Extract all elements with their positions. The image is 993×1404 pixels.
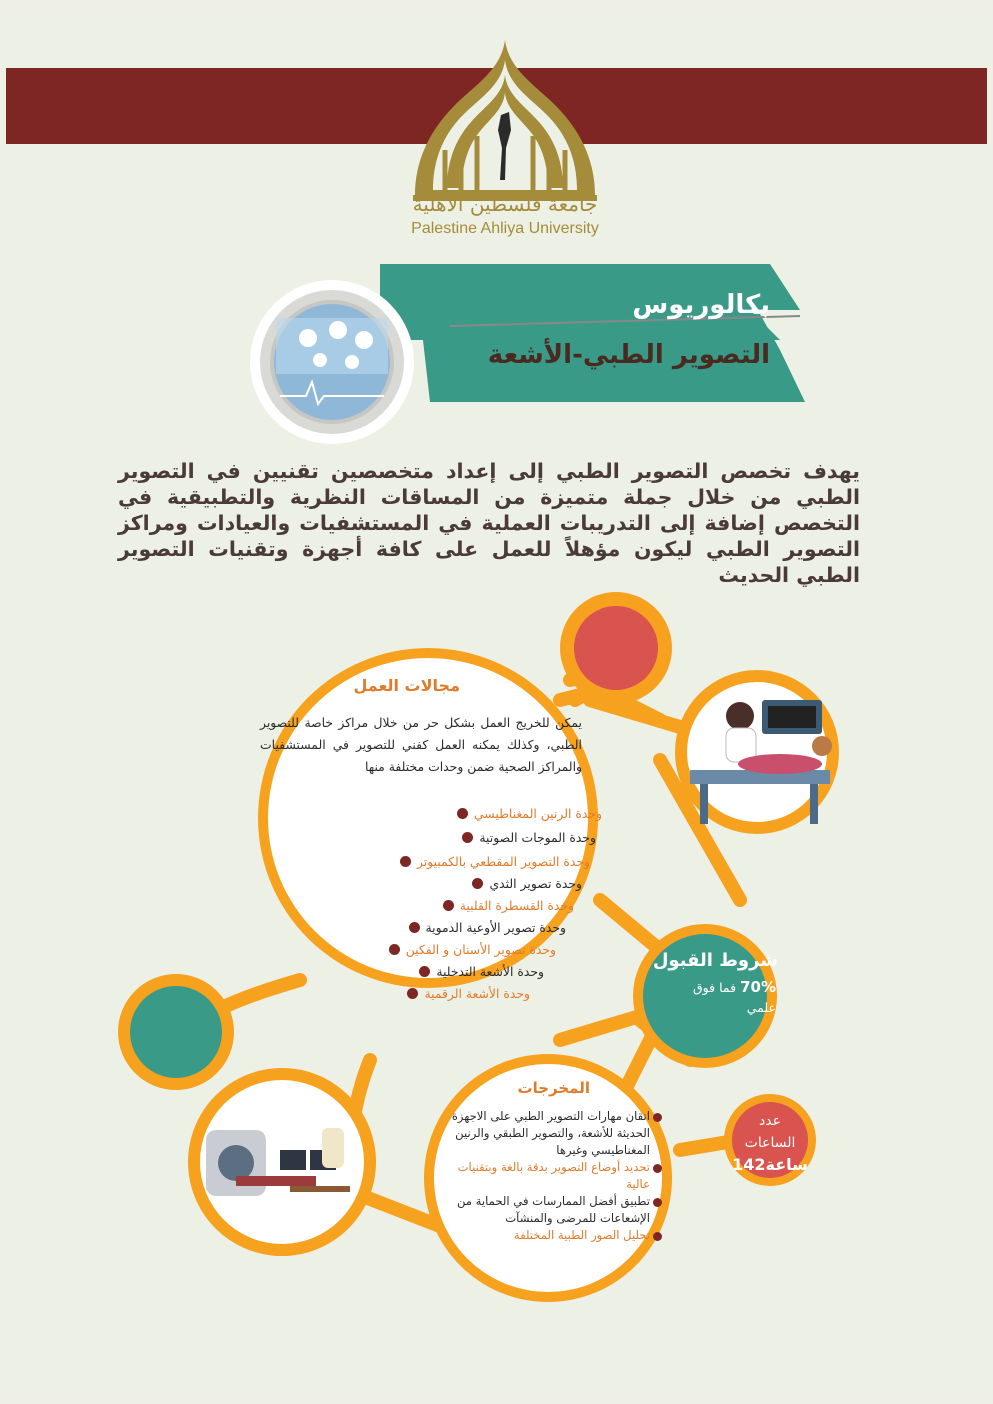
bullet-icon [457, 808, 468, 819]
list-item: تحديد أوضاع التصوير بدقة بالغة وبتقنيات عالية [450, 1159, 662, 1193]
bullet-icon [407, 988, 418, 999]
admission-stream: علمي [746, 1000, 776, 1015]
bullet-icon [653, 1232, 662, 1241]
list-item: وحدة التصوير المقطعي بالكمبيوتر [400, 854, 590, 869]
logo-english-name: Palestine Ahliya University [411, 220, 599, 237]
bullet-icon [472, 878, 483, 889]
bullet-icon [653, 1113, 662, 1122]
list-item: تحليل الصور الطبية المختلفة [450, 1227, 662, 1244]
bullet-icon [400, 856, 411, 867]
bullet-icon [389, 944, 400, 955]
outcomes-list [450, 1108, 662, 1244]
logo-arabic-name: جامعة فلسطين الأهلية [412, 192, 598, 216]
bullet-icon [462, 832, 473, 843]
credit-hours: عدد الساعات 142ساعة [732, 1113, 808, 1174]
intro-paragraph: يهدف تخصص التصوير الطبي إلى إعداد متخصصين تقنيين في التصوير الطبي من خلال جملة متميزة من المساقات النظرية والتطبيقية في التخصص إضافة إلى التدريبات العملية في المستشفيات والعيادات ومراكز التصوير الطبي ليكون مؤهلاً للعمل على كافة أجهزة وتقنيات التصوير الطبي الحديث [118, 459, 860, 587]
admission-title: شروط القبول [652, 950, 778, 971]
bullet-icon [419, 966, 430, 977]
bullet-icon [653, 1198, 662, 1207]
bullet-icon [653, 1164, 662, 1173]
list-item: وحدة الأشعة التدخلية [419, 964, 544, 979]
list-item: وحدة الرنين المغناطيسي [457, 806, 602, 821]
bullet-icon [443, 900, 454, 911]
degree-label: بكالوريوس [632, 290, 770, 320]
bullet-icon [409, 922, 420, 933]
list-item: وحدة تصوير الثدي [472, 876, 582, 891]
admission-percent: 70% فما فوق [692, 978, 776, 996]
list-item: وحدة الأشعة الرقمية [407, 986, 530, 1001]
list-item: اتقان مهارات التصوير الطبي على الاجهزة الحديثة للأشعة، والتصوير الطبقي والرنين المغناطيسي وغيرها [450, 1108, 662, 1159]
work-fields-description: يمكن للخريج العمل بشكل حر من خلال مراكز خاصة للتصوير الطبي، وكذلك يمكنه العمل كفني للتصوير في المستشفيات والمراكز الصحية ضمن وحدات مختلفة منها [260, 715, 582, 774]
list-item: وحدة القسطرة القلبية [443, 898, 574, 913]
list-item: وحدة الموجات الصوتية [462, 830, 596, 845]
list-item: وحدة تصوير الأوعية الدموية [409, 920, 566, 935]
list-item: وحدة تصوير الأسنان و الفكين [389, 942, 556, 957]
list-item: تطبيق أفضل الممارسات في الحماية من الإشعاعات للمرضى والمنشآت [450, 1193, 662, 1227]
program-name: التصوير الطبي-الأشعة [487, 340, 770, 370]
work-fields-title: مجالات العمل [353, 676, 460, 695]
outcomes-title: المخرجات [517, 1079, 590, 1097]
